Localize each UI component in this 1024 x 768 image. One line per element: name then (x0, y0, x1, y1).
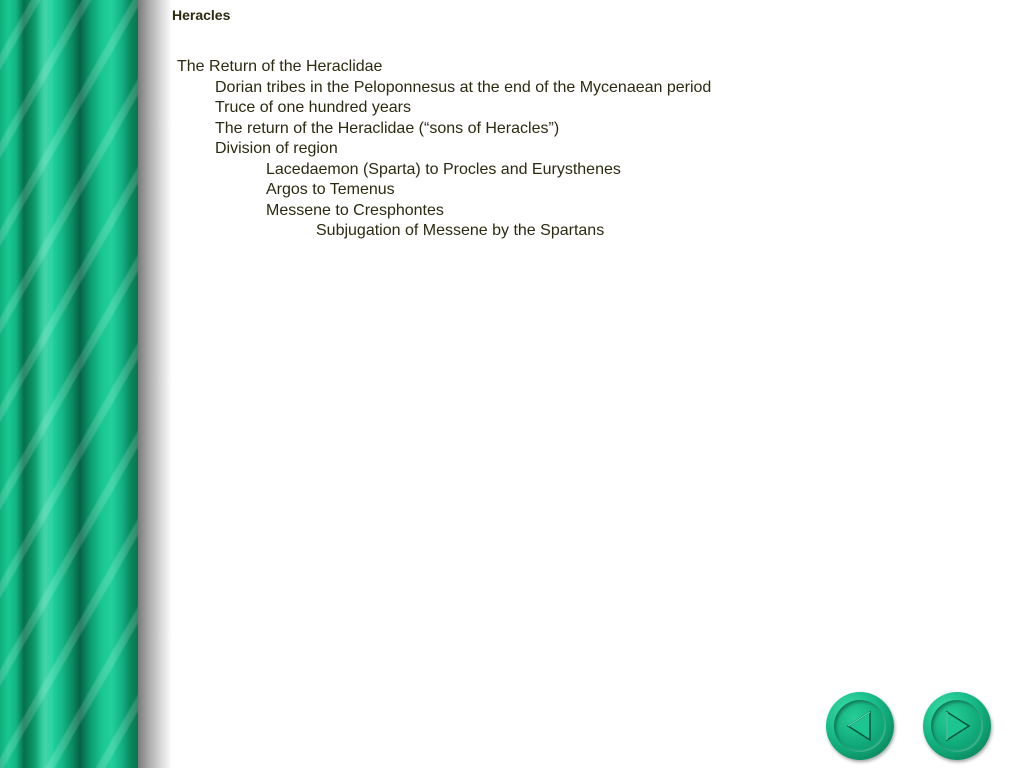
outline-item: Argos to Temenus (266, 181, 395, 198)
previous-slide-button[interactable] (826, 692, 894, 760)
triangle-left-icon (834, 700, 886, 752)
outline-item: The Return of the Heraclidae (177, 58, 383, 75)
outline-item: Messene to Cresphontes (266, 201, 444, 219)
triangle-right-icon (931, 700, 983, 752)
column-stripes (0, 0, 138, 768)
outline-item: Division of region (215, 140, 338, 157)
outline-item: Lacedaemon (Sparta) to Procles and Eurysthenes (266, 160, 621, 178)
outline-item: Truce of one hundred years (215, 99, 411, 116)
outline-item: The return of the Heraclidae (“sons of Heracles”) (215, 119, 560, 137)
slide-outline (177, 57, 711, 242)
next-slide-button[interactable] (923, 692, 991, 760)
outline-item: Dorian tribes in the Peloponnesus at the end of the Mycenaean period (215, 78, 712, 96)
slide-header-title: Heracles (172, 7, 231, 23)
decorative-green-column (0, 0, 138, 768)
column-shadow (138, 0, 172, 768)
column-highlight (36, 0, 54, 768)
outline-item: Subjugation of Messene by the Spartans (316, 222, 605, 239)
